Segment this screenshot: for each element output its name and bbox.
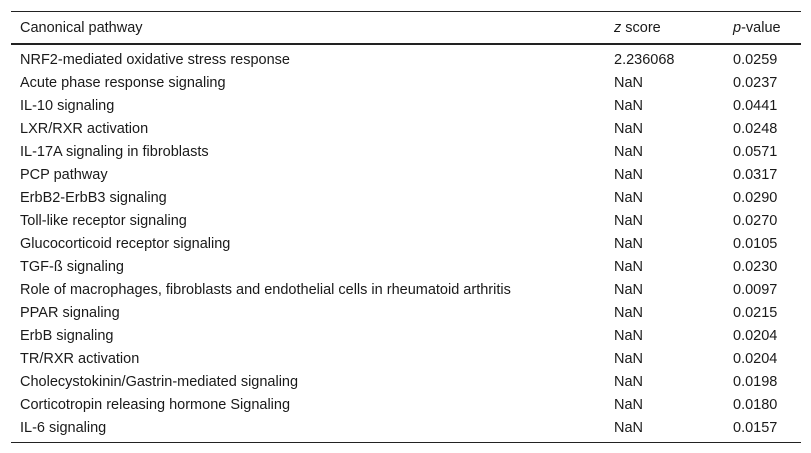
header-z-score xyxy=(605,12,724,45)
cell-z-score: 2.236068 xyxy=(614,51,675,68)
table-row xyxy=(11,278,801,301)
cell-z-score: NaN xyxy=(614,212,644,229)
header-p-italic: p xyxy=(733,19,742,36)
cell-pathway: PCP pathway xyxy=(20,166,108,183)
table-row xyxy=(11,117,801,140)
cell-z-score: NaN xyxy=(614,120,644,137)
cell-p-value: 0.0248 xyxy=(733,120,778,137)
table-row xyxy=(11,163,801,186)
cell-z-score: NaN xyxy=(614,396,644,413)
cell-pathway: Cholecystokinin/Gastrin-mediated signaling xyxy=(20,373,299,390)
header-z-rest: score xyxy=(621,19,661,36)
header-row xyxy=(11,12,801,45)
cell-pathway: TGF-ß signaling xyxy=(20,258,124,275)
table-header xyxy=(11,12,801,45)
table-row xyxy=(11,416,801,443)
header-z-italic: z xyxy=(614,19,622,36)
cell-pathway: IL-10 signaling xyxy=(20,97,115,114)
cell-z-score: NaN xyxy=(614,189,644,206)
cell-z-score: NaN xyxy=(614,97,644,114)
cell-p-value: 0.0317 xyxy=(733,166,778,183)
cell-pathway: PPAR signaling xyxy=(20,304,120,321)
cell-pathway: Role of macrophages, fibroblasts and endothelial cells in rheumatoid arthritis xyxy=(20,281,511,298)
cell-z-score: NaN xyxy=(614,281,644,298)
cell-p-value: 0.0230 xyxy=(733,258,778,275)
cell-pathway: Corticotropin releasing hormone Signaling xyxy=(20,396,291,413)
table-row xyxy=(11,347,801,370)
cell-p-value: 0.0259 xyxy=(733,51,778,68)
cell-p-value: 0.0157 xyxy=(724,416,801,443)
table-row xyxy=(11,140,801,163)
cell-z-score: NaN xyxy=(614,304,644,321)
table-row xyxy=(11,71,801,94)
cell-p-value: 0.0180 xyxy=(733,396,778,413)
header-canonical-pathway: Canonical pathway xyxy=(11,12,605,45)
pathway-table-container xyxy=(11,11,801,443)
cell-z-score: NaN xyxy=(605,416,724,443)
table-row xyxy=(11,301,801,324)
cell-p-value: 0.0105 xyxy=(733,235,778,252)
table-row xyxy=(11,186,801,209)
cell-p-value: 0.0290 xyxy=(733,189,778,206)
cell-p-value: 0.0441 xyxy=(733,97,778,114)
table-row xyxy=(11,232,801,255)
cell-z-score: NaN xyxy=(614,373,644,390)
table-row xyxy=(11,324,801,347)
cell-z-score: NaN xyxy=(614,143,644,160)
cell-pathway: IL-6 signaling xyxy=(11,416,605,443)
cell-p-value: 0.0204 xyxy=(733,350,778,367)
table-row xyxy=(11,393,801,416)
cell-pathway: LXR/RXR activation xyxy=(20,120,149,137)
header-p-rest: -value xyxy=(741,19,781,36)
cell-p-value: 0.0237 xyxy=(733,74,778,91)
table-row xyxy=(11,255,801,278)
cell-pathway: Acute phase response signaling xyxy=(20,74,226,91)
pathway-table xyxy=(11,11,801,443)
table-row xyxy=(11,44,801,71)
cell-pathway: ErbB2-ErbB3 signaling xyxy=(20,189,167,206)
cell-z-score: NaN xyxy=(614,327,644,344)
cell-p-value: 0.0571 xyxy=(733,143,778,160)
cell-z-score: NaN xyxy=(614,258,644,275)
cell-p-value: 0.0198 xyxy=(733,373,778,390)
table-row xyxy=(11,209,801,232)
cell-pathway: TR/RXR activation xyxy=(20,350,140,367)
header-p-value xyxy=(724,12,801,45)
cell-pathway: NRF2-mediated oxidative stress response xyxy=(20,51,290,68)
cell-z-score: NaN xyxy=(614,235,644,252)
table-row xyxy=(11,370,801,393)
cell-p-value: 0.0270 xyxy=(733,212,778,229)
cell-pathway: Glucocorticoid receptor signaling xyxy=(20,235,231,252)
cell-z-score: NaN xyxy=(614,166,644,183)
cell-pathway: Toll-like receptor signaling xyxy=(20,212,187,229)
cell-z-score: NaN xyxy=(614,350,644,367)
cell-p-value: 0.0215 xyxy=(733,304,778,321)
table-row xyxy=(11,94,801,117)
table-body xyxy=(11,44,801,443)
cell-pathway: IL-17A signaling in fibroblasts xyxy=(20,143,209,160)
cell-p-value: 0.0204 xyxy=(733,327,778,344)
cell-pathway: ErbB signaling xyxy=(20,327,114,344)
cell-z-score: NaN xyxy=(614,74,644,91)
cell-p-value: 0.0097 xyxy=(733,281,778,298)
